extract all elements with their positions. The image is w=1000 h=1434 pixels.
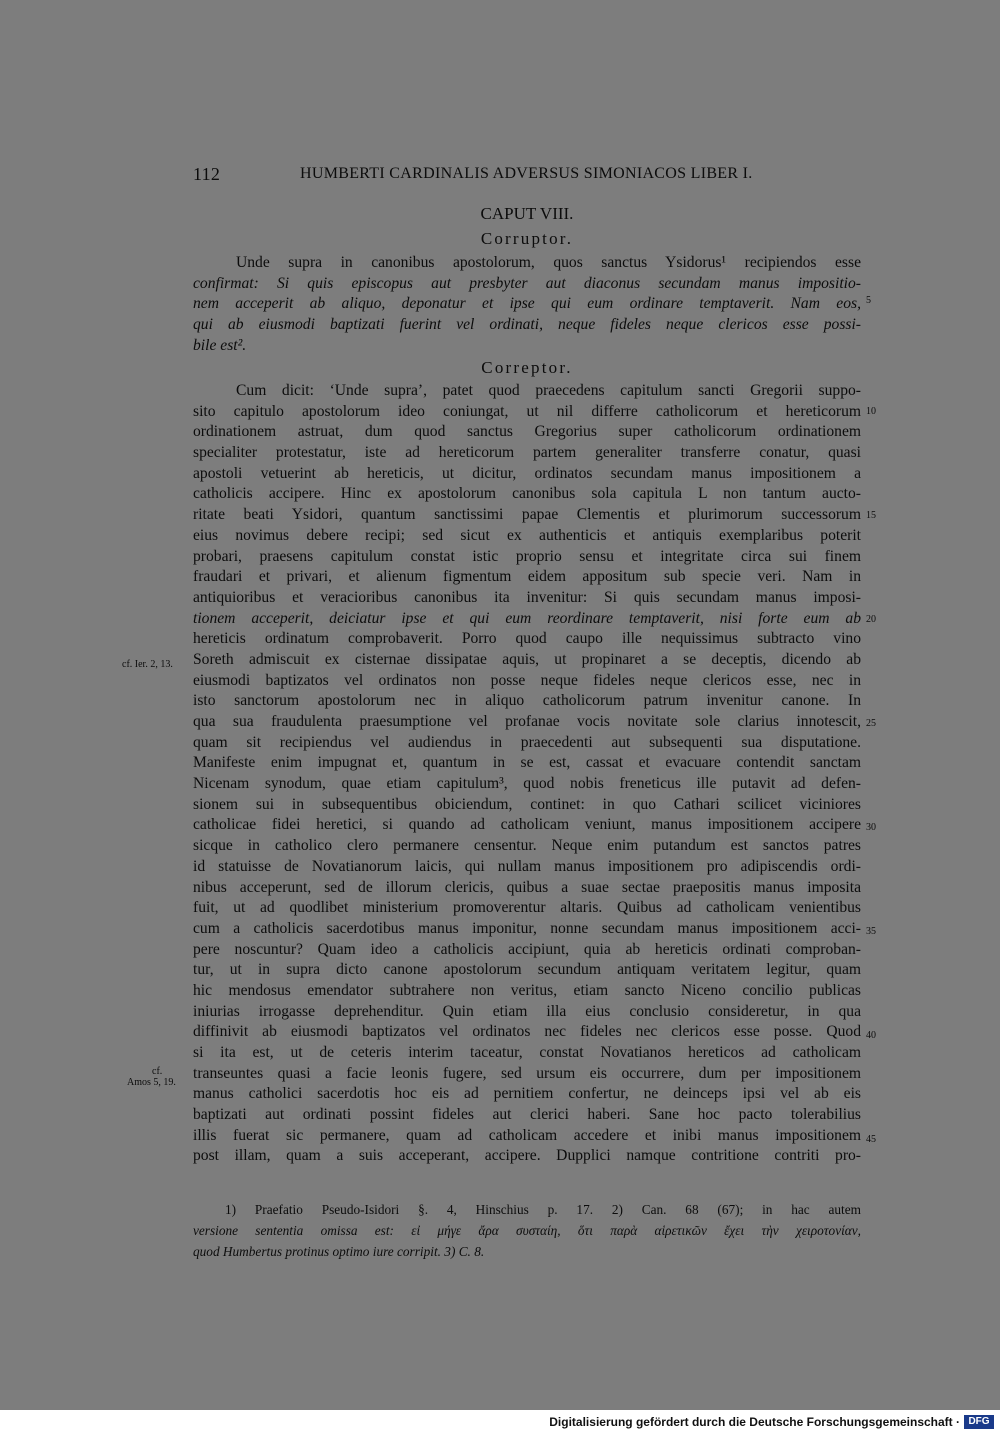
page-number: 112 (193, 164, 221, 184)
line-number: 20 (866, 614, 876, 625)
line-number: 35 (866, 926, 876, 937)
line-number: 25 (866, 718, 876, 729)
text-line: sito capitulo apostolorum ideo coniungat, ut nil differre catholicorum et hereticorum (193, 402, 861, 420)
text-line: eius novimus debere recipi; sed sicut ex authenticis et antiquis exemplaribus poterit (193, 526, 861, 544)
line-number: 5 (866, 295, 871, 306)
footnote-line: quod Humbertus protinus optimo iure corripit. 3) C. 8. (193, 1244, 485, 1259)
text-line: baptizati aut ordinati possint fideles aut clerici haberi. Sane hoc pacto tolerabilius (193, 1106, 861, 1124)
text-line: qui ab eiusmodi baptizati fuerint vel ordinati, neque fideles neque clericos esse possi- (193, 316, 861, 334)
line-number: 30 (866, 822, 876, 833)
text-line: nem acceperit ab aliquo, deponatur et ipse qui eum ordinare temptaverit. Nam eos, (193, 295, 861, 313)
text-line: ritate beati Ysidori, quantum sanctissimi papae Clementis et plurimorum successorum (193, 506, 861, 524)
text-line: hereticis ordinatum comprobaverit. Porro quod caupo ille nequissimus subtracto vino (193, 630, 861, 648)
line-number: 10 (866, 406, 876, 417)
footnotes (193, 1199, 861, 1262)
text-line: nibus acceperunt, sed de illorum clericis, quibus a suae sectae praepositis manus imposita (193, 878, 861, 896)
speaker-corruptor: Corruptor. (480, 229, 574, 248)
text-line: post illam, quam a suis acceperant, accipere. Dupplici namque contritione contriti pro- (193, 1147, 861, 1165)
text-line: hic mendosus emendator subtrahere non veritus, etiam sancto Niceno concilio publicas (193, 981, 861, 999)
text-line: Nicenam synodum, quae etiam capitulum³, quod nobis freneticus ille putavit ad defen- (193, 775, 861, 793)
running-title: HUMBERTI CARDINALIS ADVERSUS SIMONIACOS LIBER I. (300, 165, 753, 182)
chapter-title: CAPUT VIII. (480, 204, 574, 223)
text-line: iniurias irrogasse deprehenditur. Quin etiam illa eius conclusio consideretur, in qua (193, 1002, 861, 1020)
margin-reference: Amos 5, 19. (127, 1077, 176, 1088)
text-line: ordinationem astruat, dum quod sanctus Gregorius super catholicorum ordinationem (193, 423, 861, 441)
footnote-line: 1) Praefatio Pseudo-Isidori §. 4, Hinschius p. 17. 2) Can. 68 (67); in hac autem (225, 1202, 861, 1217)
text-line: fuit, ut ad quodlibet ministerium promoverentur altaris. Quibus ad catholicam venientibus (193, 899, 861, 917)
text-line: Manifeste enim impugnat et, quantum in se est, cassat et evacuare contendit sanctam (193, 754, 861, 772)
text-line: specialiter protestatur, iste ad hereticorum partem generaliter transferre conatur, quasi (193, 444, 861, 462)
margin-reference: cf. (152, 1066, 163, 1077)
text-line: tur, ut in supra dicto canone apostolorum secundum antiquam veritatem legitur, quam (193, 961, 861, 979)
text-line: catholicae fidei heretici, si quando ad catholicam veniunt, manus impositionem accipere (193, 816, 861, 834)
text-line: qua sua fraudulenta praesumptione vel profanae vocis novitate sole clarius innotescit, (193, 713, 861, 730)
footnote-line: versione sententia omissa est: εἰ μήγε ἄρα συσταίη, ὅτι παρὰ αἱρετικῶν ἔχει τὴν χειροτονίαν, (193, 1223, 861, 1238)
text-line: antiquioribus et veracioribus canonibus ita invenitur: Si quis secundam manus imposi- (193, 588, 861, 606)
text-line: bile est². (193, 336, 247, 354)
text-line: sicque in catholico clero permanere censentur. Neque enim putandum est sanctos patres (193, 837, 861, 855)
dfg-logo: DFG (964, 1415, 994, 1429)
text-line: apostoli vetuerint ab hereticis, ut dicitur, ordinatos secundam manus impositionem a (193, 464, 861, 482)
text-line: isto sanctorum apostolorum nec in aliquo catholicorum patrum invenitur canone. In (193, 692, 861, 710)
text-line: transeuntes quasi a facie leonis fugere, sed ursum eis occurrere, dum per impositionem (193, 1064, 861, 1082)
text-line: eiusmodi baptizatos vel ordinatos non posse neque fideles neque clericos esse, nec in (193, 671, 861, 689)
text-line: sionem sui in subsequentibus obiciendum, continet: in quo Cathari scilicet viciniores (193, 795, 861, 813)
text-line: illis fuerat sic permanere, quam ad catholicam accedere et inibi manus impositionem (193, 1126, 861, 1144)
text-line: Cum dicit: ‘Unde supra’, patet quod praecedens capitulum sancti Gregorii suppo- (236, 382, 861, 399)
text-line: probari, praesens capitulum constat istic proprio sensu et integritate circa sui finem (193, 547, 861, 565)
text-line: si ita est, ut de ceteris interim taceatur, constat Novatianos hereticos ad catholicam (193, 1044, 861, 1061)
text-line: catholicis accipere. Hinc ex apostolorum canonibus sola capitula L non tantum aucto- (193, 485, 861, 503)
text-line: cum a catholicis sacerdotibus manus imponitur, nonne secundam manus impositionem acci- (193, 919, 861, 937)
line-number: 15 (866, 510, 876, 521)
text-line: id statuisse de Novatianorum laicis, qui nullam manus impositionem pro adipiscendis ordi- (193, 857, 861, 875)
speaker-correptor: Correptor. (481, 358, 573, 377)
text-line: pere noscuntur? Quam ideo a catholicis accipiunt, quia ab hereticis ordinati comproban- (193, 940, 861, 958)
running-header (193, 164, 861, 188)
text-line: fraudari et privari, et alienum figmentum eidem appositum sub specie veri. Nam in (193, 568, 861, 586)
text-line: manus catholici sacerdotis hoc eis ad pernitiem confertur, ne deinceps ipsi vel ab eis (193, 1085, 861, 1103)
line-number: 45 (866, 1134, 876, 1145)
funding-credit: Digitalisierung gefördert durch die Deutsche Forschungsgemeinschaft · (549, 1415, 960, 1429)
text-line: tionem acceperit, deiciatur ipse et qui eum reordinare temptaverit, nisi forte eum ab (193, 609, 861, 627)
correptor-paragraph (193, 381, 861, 1167)
text-line: quam sit recipiendus vel audiendus in praecedenti aut subsequenti sua disputatione. (193, 733, 861, 751)
text-line: Soreth admiscuit ex cisternae dissipatae aquis, ut propinaret a se deceptis, dicendo ab (193, 650, 861, 668)
margin-reference: cf. Ier. 2, 13. (122, 659, 173, 670)
corruptor-paragraph (193, 253, 861, 356)
footer-bar (0, 1410, 1000, 1434)
line-number: 40 (866, 1030, 876, 1041)
text-line: confirmat: Si quis episcopus aut presbyter aut diaconus secundam manus impositio- (193, 274, 861, 292)
text-line: diffinivit ab eiusmodi baptizatos vel ordinatos nec fideles nec clericos esse posse. Quod (193, 1023, 861, 1041)
text-line: Unde supra in canonibus apostolorum, quos sanctus Ysidorus¹ recipiendos esse (236, 254, 861, 271)
